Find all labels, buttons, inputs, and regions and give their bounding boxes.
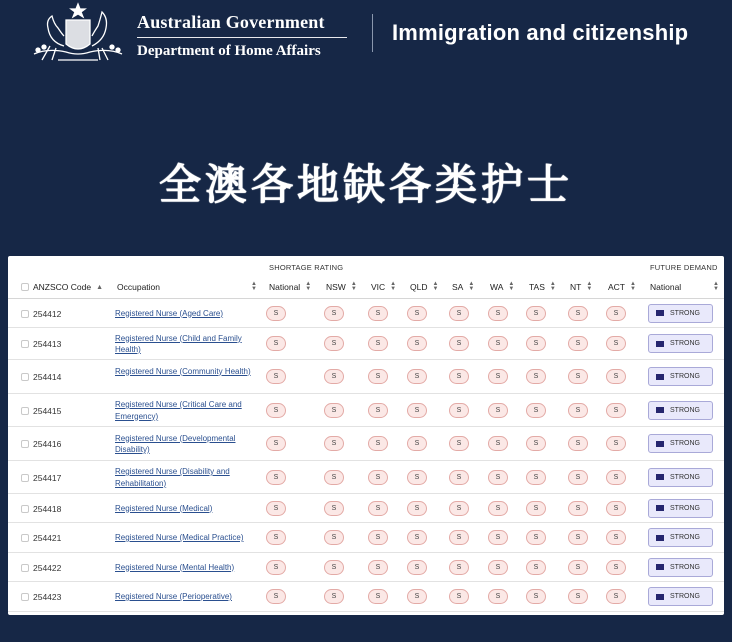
column-header-row — [8, 275, 724, 299]
shortage-rating-badge: S — [324, 589, 344, 604]
shortage-rating-badge: S — [449, 306, 469, 321]
column-header-label: National — [269, 282, 301, 292]
column-header-sa[interactable] — [452, 275, 474, 299]
row-checkbox[interactable] — [21, 373, 29, 381]
shortage-rating-badge: S — [568, 589, 588, 604]
shortage-rating-badge: S — [407, 530, 427, 545]
column-header-label: NT — [570, 282, 582, 292]
future-demand-badge — [648, 367, 713, 386]
site-title[interactable]: Immigration and citizenship — [392, 20, 689, 45]
shortage-rating-badge: S — [488, 336, 508, 351]
shortage-rating-badge: S — [266, 560, 286, 575]
shortage-rating-badge: S — [488, 436, 508, 451]
column-header-nt[interactable] — [570, 275, 592, 299]
shortage-rating-badge: S — [324, 501, 344, 516]
sort-arrows-icon[interactable]: ▲ ▼ — [350, 281, 357, 292]
shortage-rating-badge: S — [488, 306, 508, 321]
column-header-occupation[interactable] — [117, 275, 160, 299]
shortage-rating-badge: S — [568, 369, 588, 384]
shortage-rating-badge: S — [324, 369, 344, 384]
shortage-rating-badge: S — [488, 369, 508, 384]
occupation-link[interactable]: Registered Nurse (Medical) — [115, 503, 213, 513]
shortage-rating-badge: S — [568, 501, 588, 516]
occupation-link[interactable]: Registered Nurse (Developmental Disability) — [115, 433, 236, 454]
column-header-vic[interactable] — [371, 275, 396, 299]
coat-of-arms-icon — [28, 2, 128, 66]
future-demand-badge — [648, 587, 713, 606]
shortage-rating-badge: S — [526, 306, 546, 321]
gov-line-1: Australian Government — [137, 12, 325, 32]
shortage-rating-badge: S — [266, 470, 286, 485]
column-header-code-label: ANZSCO Code — [33, 282, 92, 292]
column-header-label: National — [650, 282, 682, 292]
shortage-rating-badge: S — [407, 403, 427, 418]
anzsco-code: 254421 — [33, 533, 62, 543]
page-heading: 全澳各地缺各类护士 — [158, 160, 573, 209]
shortage-rating-badge: S — [606, 306, 626, 321]
table-row — [8, 582, 724, 612]
future-demand-label: STRONG — [670, 534, 700, 541]
future-demand-badge — [648, 434, 713, 453]
shortage-rating-badge: S — [368, 470, 388, 485]
shortage-rating-badge: S — [449, 560, 469, 575]
government-wordmark — [137, 11, 347, 60]
column-header-label: ACT — [608, 282, 625, 292]
shortage-rating-badge: S — [266, 436, 286, 451]
sort-arrows-icon[interactable]: ▲ ▼ — [586, 281, 593, 292]
sort-arrows-icon[interactable]: ▲ ▼ — [549, 281, 556, 292]
future-demand-badge — [648, 304, 713, 323]
column-header-label: QLD — [410, 282, 428, 292]
shortage-rating-badge: S — [526, 470, 546, 485]
shortage-rating-badge: S — [488, 501, 508, 516]
future-demand-label: STRONG — [670, 373, 700, 380]
occupation-link[interactable]: Registered Nurse (Community Health) — [115, 366, 251, 376]
table-row — [8, 523, 724, 553]
occupation-link[interactable]: Registered Nurse (Critical Care and Emergency) — [115, 400, 242, 421]
anzsco-code: 254416 — [33, 439, 62, 449]
future-demand-badge — [648, 558, 713, 577]
row-checkbox[interactable] — [21, 310, 29, 318]
shortage-rating-badge: S — [526, 436, 546, 451]
sort-ascending-icon[interactable]: ▲ — [96, 283, 104, 291]
column-header-label: SA — [452, 282, 464, 292]
shortage-rating-badge: S — [368, 336, 388, 351]
shortage-rating-badge: S — [266, 589, 286, 604]
anzsco-code: 254418 — [33, 503, 62, 514]
shortage-rating-badge: S — [324, 306, 344, 321]
column-header-label: TAS — [529, 282, 545, 292]
demand-square-icon — [656, 535, 664, 541]
column-header-act[interactable] — [608, 275, 636, 299]
column-header-nsw[interactable] — [326, 275, 357, 299]
shortage-rating-badge: S — [368, 530, 388, 545]
shortage-rating-badge: S — [407, 336, 427, 351]
future-demand-label: STRONG — [670, 309, 700, 317]
occupation-link[interactable]: Registered Nurse (Child and Family Health) — [115, 333, 242, 354]
table-row — [8, 494, 724, 523]
shortage-rating-badge: S — [324, 436, 344, 451]
shortage-rating-badge: S — [266, 369, 286, 384]
shortage-rating-badge: S — [606, 436, 626, 451]
occupation-link[interactable]: Registered Nurse (Medical Practice) — [115, 533, 244, 542]
sort-arrows-icon[interactable]: ▲ ▼ — [390, 281, 397, 292]
anzsco-code: 254415 — [33, 405, 62, 416]
row-checkbox[interactable] — [21, 564, 29, 572]
column-header-future-national[interactable] — [650, 275, 681, 299]
shortage-rating-badge: S — [407, 436, 427, 451]
future-demand-label: STRONG — [670, 504, 700, 512]
column-header-label: VIC — [371, 282, 386, 292]
row-checkbox[interactable] — [21, 505, 29, 513]
table-row — [8, 360, 724, 394]
row-checkbox[interactable] — [21, 593, 29, 601]
shortage-rating-badge: S — [324, 470, 344, 485]
shortage-rating-badge: S — [449, 470, 469, 485]
column-header-wa[interactable] — [490, 275, 514, 299]
sort-arrows-icon[interactable]: ▲ ▼ — [432, 281, 439, 292]
occupation-link[interactable]: Registered Nurse (Mental Health) — [115, 562, 235, 572]
sort-arrows-icon[interactable]: ▲ ▼ — [713, 281, 719, 292]
anzsco-code: 254423 — [33, 592, 62, 602]
shortage-rating-badge: S — [606, 336, 626, 351]
shortage-rating-badge: S — [368, 589, 388, 604]
shortage-rating-badge: S — [488, 530, 508, 545]
table-row — [8, 299, 724, 328]
shortage-rating-badge: S — [449, 436, 469, 451]
occupation-link[interactable]: Registered Nurse (Disability and Rehabilitation) — [115, 467, 230, 488]
row-checkbox[interactable] — [21, 534, 29, 542]
shortage-rating-badge: S — [606, 369, 626, 384]
shortage-rating-badge: S — [266, 336, 286, 351]
gov-line-2: Department of Home Affairs — [137, 43, 321, 59]
shortage-rating-badge: S — [324, 336, 344, 351]
shortage-rating-badge: S — [407, 560, 427, 575]
row-checkbox[interactable] — [21, 474, 29, 482]
future-demand-label: STRONG — [670, 406, 700, 414]
future-demand-label: STRONG — [670, 473, 700, 481]
shortage-rating-badge: S — [449, 530, 469, 545]
shortage-rating-badge: S — [407, 501, 427, 516]
future-demand-label: STRONG — [670, 593, 700, 600]
shortage-rating-badge: S — [368, 501, 388, 516]
future-demand-badge — [648, 528, 713, 547]
row-checkbox[interactable] — [21, 340, 29, 348]
occupation-link[interactable]: Registered Nurse (Perioperative) — [115, 592, 232, 601]
shortage-rating-badge: S — [488, 589, 508, 604]
column-header-national[interactable] — [269, 275, 311, 299]
shortage-rating-badge: S — [606, 470, 626, 485]
row-checkbox[interactable] — [21, 440, 29, 448]
shortage-rating-badge: S — [526, 501, 546, 516]
sort-arrows-icon[interactable]: ▲ ▼ — [305, 281, 312, 292]
table-row — [8, 394, 724, 427]
future-demand-label: STRONG — [670, 440, 700, 447]
shortage-rating-badge: S — [407, 369, 427, 384]
shortage-rating-badge: S — [449, 403, 469, 418]
shortage-rating-badge: S — [368, 403, 388, 418]
shortage-rating-badge: S — [526, 403, 546, 418]
shortage-rating-badge: S — [606, 589, 626, 604]
demand-square-icon — [656, 474, 664, 480]
shortage-rating-badge: S — [488, 403, 508, 418]
shortage-rating-badge: S — [368, 369, 388, 384]
shortage-rating-badge: S — [526, 336, 546, 351]
shortage-rating-badge: S — [488, 560, 508, 575]
anzsco-code: 254414 — [33, 372, 62, 382]
shortage-rating-badge: S — [368, 436, 388, 451]
shortage-rating-badge: S — [606, 501, 626, 516]
future-demand-label: STRONG — [670, 340, 700, 347]
shortage-rating-badge: S — [449, 589, 469, 604]
demand-square-icon — [656, 441, 664, 447]
shortage-rating-badge: S — [526, 560, 546, 575]
column-header-code[interactable] — [33, 275, 103, 299]
shortage-rating-badge: S — [449, 369, 469, 384]
demand-square-icon — [656, 505, 664, 511]
shortage-rating-badge: S — [526, 530, 546, 545]
shortage-rating-badge: S — [568, 336, 588, 351]
shortage-rating-badge: S — [449, 336, 469, 351]
anzsco-code: 254413 — [33, 339, 62, 349]
header-divider — [372, 14, 373, 52]
future-demand-label: STRONG — [670, 563, 700, 571]
future-demand-badge — [648, 468, 713, 487]
site-header — [0, 0, 732, 80]
shortage-rating-badge: S — [568, 436, 588, 451]
shortage-rating-badge: S — [368, 560, 388, 575]
group-label-future: FUTURE DEMAND — [650, 263, 718, 272]
demand-square-icon — [656, 341, 664, 347]
shortage-rating-badge: S — [568, 530, 588, 545]
shortage-rating-badge: S — [324, 530, 344, 545]
sort-arrows-icon[interactable]: ▲ ▼ — [251, 281, 257, 292]
wordmark-rule — [137, 37, 347, 38]
shortage-rating-badge: S — [324, 560, 344, 575]
sort-arrows-icon[interactable]: ▲ ▼ — [508, 281, 515, 292]
shortage-rating-badge: S — [266, 501, 286, 516]
demand-square-icon — [656, 564, 664, 570]
select-all-checkbox[interactable] — [21, 283, 29, 291]
table-row — [8, 553, 724, 582]
anzsco-code: 254417 — [33, 472, 62, 483]
column-header-tas[interactable] — [529, 275, 556, 299]
shortage-rating-badge: S — [407, 589, 427, 604]
anzsco-code: 254422 — [33, 562, 62, 573]
demand-square-icon — [656, 594, 664, 600]
future-demand-badge — [648, 499, 713, 518]
shortage-rating-badge: S — [407, 306, 427, 321]
shortage-rating-badge: S — [488, 470, 508, 485]
group-label-shortage: SHORTAGE RATING — [269, 263, 344, 272]
future-demand-badge — [648, 401, 713, 420]
demand-square-icon — [656, 310, 664, 316]
table-row — [8, 328, 724, 360]
shortage-rating-badge: S — [526, 369, 546, 384]
column-header-label: NSW — [326, 282, 346, 292]
column-header-label: WA — [490, 282, 504, 292]
shortage-rating-badge: S — [368, 306, 388, 321]
table-row — [8, 461, 724, 494]
shortage-rating-badge: S — [526, 589, 546, 604]
shortage-rating-badge: S — [266, 403, 286, 418]
shortage-rating-badge: S — [449, 501, 469, 516]
shortage-rating-badge: S — [606, 530, 626, 545]
anzsco-code: 254412 — [33, 308, 62, 319]
shortage-rating-badge: S — [568, 403, 588, 418]
shortage-rating-badge: S — [606, 560, 626, 575]
shortage-rating-badge: S — [568, 560, 588, 575]
shortage-rating-badge: S — [568, 306, 588, 321]
sort-arrows-icon[interactable]: ▲ ▼ — [468, 281, 475, 292]
row-checkbox[interactable] — [21, 407, 29, 415]
sort-arrows-icon[interactable]: ▲ ▼ — [630, 281, 636, 292]
shortage-rating-badge: S — [266, 530, 286, 545]
column-header-occupation-label: Occupation — [117, 282, 160, 292]
shortage-rating-badge: S — [324, 403, 344, 418]
demand-square-icon — [656, 374, 664, 380]
demand-square-icon — [656, 407, 664, 413]
table-row — [8, 427, 724, 461]
occupation-link[interactable]: Registered Nurse (Aged Care) — [115, 308, 224, 318]
shortage-rating-badge: S — [407, 470, 427, 485]
column-header-qld[interactable] — [410, 275, 438, 299]
future-demand-badge — [648, 334, 713, 353]
shortage-rating-badge: S — [568, 470, 588, 485]
shortage-rating-badge: S — [606, 403, 626, 418]
occupation-table — [8, 256, 724, 615]
shortage-rating-badge: S — [266, 306, 286, 321]
